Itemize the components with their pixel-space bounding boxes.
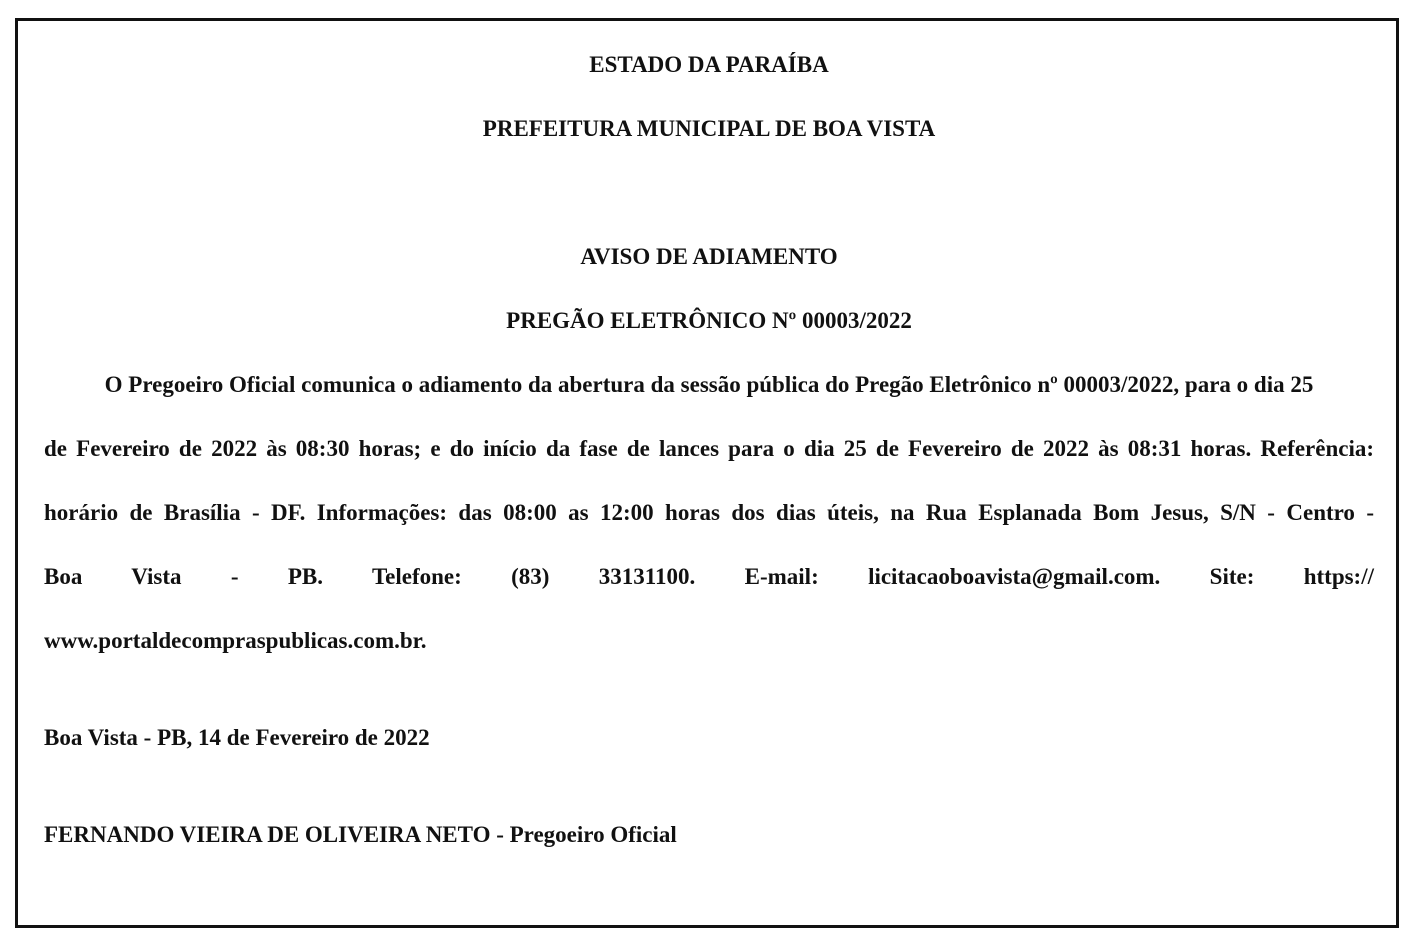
body-line: de Fevereiro de 2022 às 08:30 horas; e do início da fase de lances para o dia 25 de Fevereiro de 2022 às 08:31 horas. Referência: [44,436,1374,461]
notice-title: AVISO DE ADIAMENTO [580,244,838,269]
body-line: horário de Brasília - DF. Informações: das 08:00 as 12:00 horas dos dias úteis, na Rua Esplanada Bom Jesus, S/N - Centro - [44,500,1374,525]
state-heading: ESTADO DA PARAÍBA [589,52,829,77]
body-line: O Pregoeiro Oficial comunica o adiamento da abertura da sessão pública do Pregão Eletrônico nº 00003/2022, para o dia 25 [104,372,1314,397]
notice-subtitle: PREGÃO ELETRÔNICO Nº 00003/2022 [506,308,912,333]
place-date: Boa Vista - PB, 14 de Fevereiro de 2022 [44,725,430,750]
body-line: Boa Vista - PB. Telefone: (83) 33131100. E-mail: licitacaoboavista@gmail.com. Site: https:// [44,564,1374,589]
document-border [15,18,1399,928]
body-line: www.portaldecompraspublicas.com.br. [44,628,427,653]
municipality-heading: PREFEITURA MUNICIPAL DE BOA VISTA [482,116,936,141]
signature: FERNANDO VIEIRA DE OLIVEIRA NETO - Pregoeiro Oficial [44,822,677,847]
